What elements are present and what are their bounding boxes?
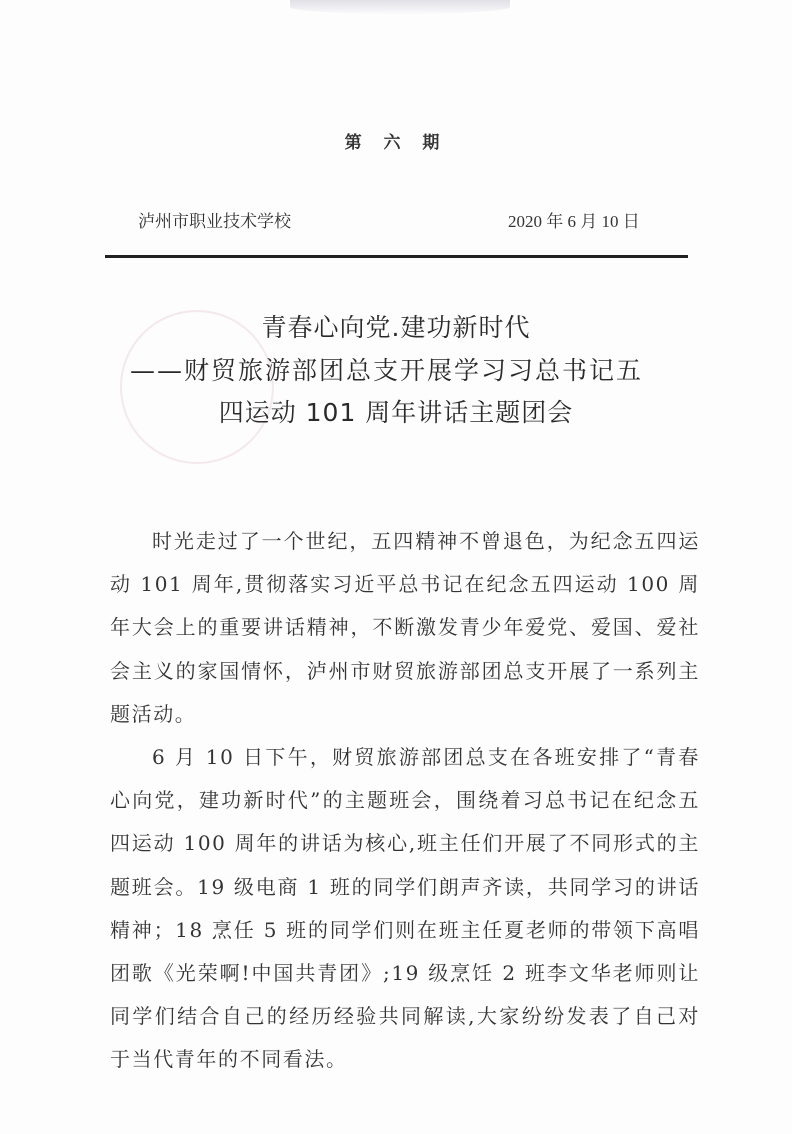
school-name: 泸州市职业技术学校 bbox=[138, 212, 291, 232]
title-line-2: ——财贸旅游部团总支开展学习习总书记五 bbox=[130, 356, 644, 385]
header-divider bbox=[105, 255, 688, 258]
title-line-1: 青春心向党.建功新时代 bbox=[261, 313, 531, 342]
issue-number: 第 六 期 bbox=[344, 133, 448, 153]
paragraph-1: 时光走过了一个世纪，五四精神不曾退色，为纪念五四运动 101 周年,贯彻落实习近平总书记在纪念五四运动 100 周年大会上的重要讲话精神，不断激发青少年爱党、爱国、爱社会主义的家国情怀，泸州市财贸旅游部团总支开展了一系列主题活动。 bbox=[110, 529, 700, 726]
issue-date: 2020 年 6 月 10 日 bbox=[508, 212, 640, 231]
title-line-3: 四运动 101 周年讲话主题团会 bbox=[218, 398, 574, 427]
paragraph-2: 6 月 10 日下午，财贸旅游部团总支在各班安排了“青春心向党，建功新时代”的主题班会，围绕着习总书记在纪念五四运动 100 周年的讲话为核心,班主任们开展了不同形式的主题班会。19 级电商 1 班的同学们朗声齐读，共同学习的讲话精神；18 烹任 5 班的同学们则在班主任夏老师的带领下高唱团歌《光荣啊!中国共青团》;19 级烹饪 2 班李文华老师则让同学们结合自己的经历经验共同解读,大家纷纷发表了自己对于当代青年的不同看法。 bbox=[110, 745, 700, 1072]
article-body bbox=[110, 520, 700, 1082]
scan-smudge bbox=[290, 0, 510, 14]
